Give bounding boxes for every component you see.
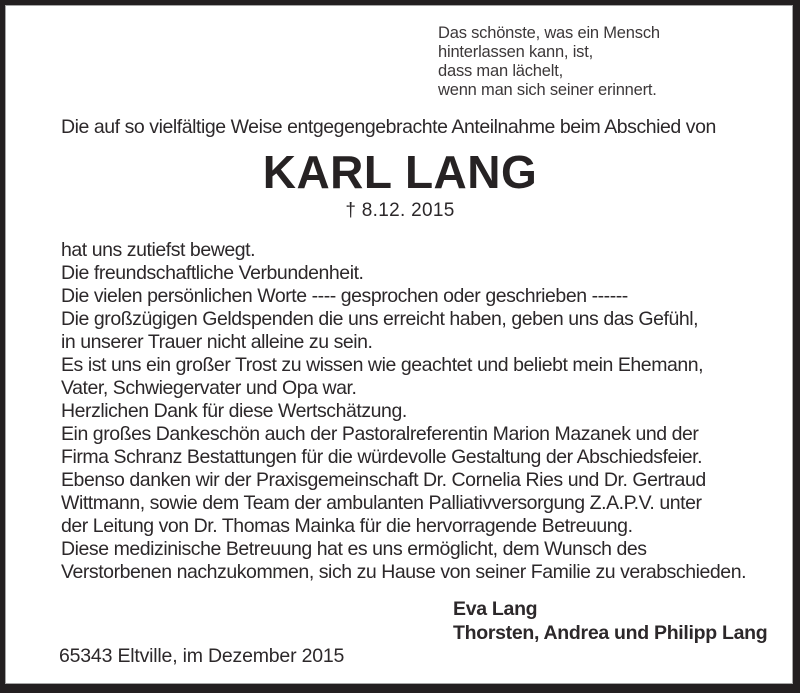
text-line: dass man lächelt, — [438, 62, 563, 80]
text-line: Vater, Schwiegervater und Opa war. — [61, 377, 357, 399]
memorial-quote — [438, 24, 660, 100]
deceased-name: KARL LANG — [262, 146, 538, 198]
text-line: Firma Schranz Bestattungen für die würdevolle Gestaltung der Abschiedsfeier. — [61, 446, 703, 468]
text-line: Die freundschaftliche Verbundenheit. — [61, 262, 364, 284]
text-line: Ein großes Dankeschön auch der Pastoralreferentin Marion Mazanek und der — [61, 423, 699, 445]
text-line: Es ist uns ein großer Trost zu wissen wie geachtet und beliebt mein Ehemann, — [61, 354, 704, 376]
text-line: Diese medizinische Betreuung hat es uns ermöglicht, dem Wunsch des — [61, 538, 647, 560]
condolence-thanks-text — [61, 239, 746, 584]
text-line: in unserer Trauer nicht alleine zu sein. — [61, 331, 373, 353]
text-line: Die vielen persönlichen Worte ---- gesprochen oder geschrieben ------ — [61, 285, 628, 307]
intro-text: Die auf so vielfältige Weise entgegengebrachte Anteilnahme beim Abschied von — [61, 116, 716, 138]
text-line: Ebenso danken wir der Praxisgemeinschaft Dr. Cornelia Ries und Dr. Gertraud — [61, 469, 706, 491]
text-line: Die großzügigen Geldspenden die uns erreicht haben, geben uns das Gefühl, — [61, 308, 699, 330]
text-line: Wittmann, sowie dem Team der ambulanten Palliativversorgung Z.A.P.V. unter — [61, 492, 702, 514]
text-line: Das schönste, was ein Mensch — [438, 24, 660, 42]
death-date: † 8.12. 2015 — [345, 200, 455, 221]
text-line: wenn man sich seiner erinnert. — [438, 81, 657, 99]
place-and-date: 65343 Eltville, im Dezember 2015 — [59, 645, 345, 667]
text-line: Verstorbenen nachzukommen, sich zu Hause von seiner Familie zu verabschieden. — [61, 561, 747, 583]
text-line: hat uns zutiefst bewegt. — [61, 239, 256, 261]
text-line: Eva Lang — [453, 598, 538, 620]
text-line: hinterlassen kann, ist, — [438, 43, 593, 61]
family-signatures — [453, 598, 767, 645]
text-line: Herzlichen Dank für diese Wertschätzung. — [61, 400, 407, 422]
text-line: Thorsten, Andrea und Philipp Lang — [453, 621, 768, 644]
text-line: der Leitung von Dr. Thomas Mainka für die hervorragende Betreuung. — [61, 515, 633, 537]
